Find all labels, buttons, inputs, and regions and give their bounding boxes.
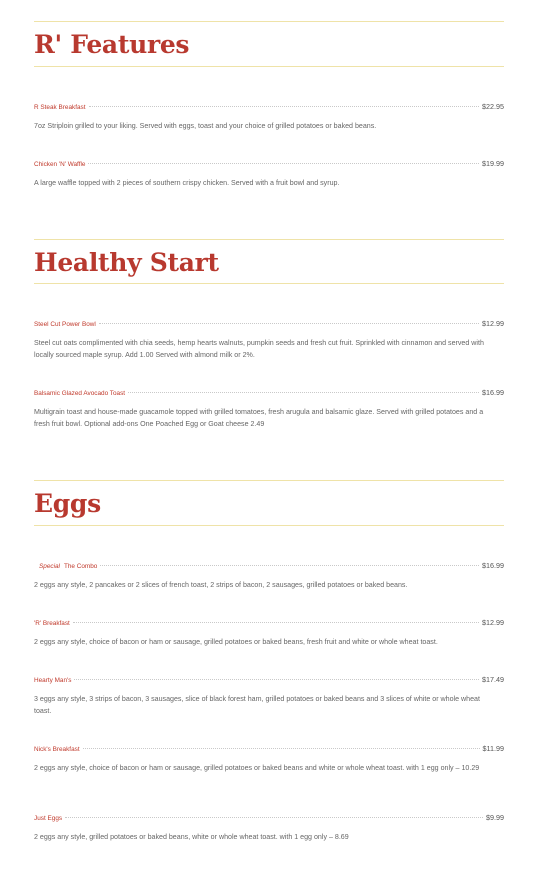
section-top-rule [34,21,504,22]
menu-item-price: $12.99 [482,319,504,328]
special-label: Special [39,563,60,570]
menu-item-price: $9.99 [486,813,504,822]
menu-item-description: 3 eggs any style, 3 strips of bacon, 3 sausages, slice of black forest ham, grilled potatoes or baked beans and 3 slices of white or whole wheat toast. [34,695,480,715]
menu-item-description: 7oz Striploin grilled to your liking. Served with eggs, toast and your choice of grilled potatoes or baked beans. [34,122,377,130]
dot-leader [74,678,479,680]
menu-item-price: $22.95 [482,102,504,111]
menu-item-price: $16.99 [482,388,504,397]
menu-item-header [34,388,504,398]
menu-item [34,813,504,844]
menu-item-name: Balsamic Glazed Avocado Toast [34,390,126,397]
menu-item [34,561,504,592]
menu-item-header [34,675,504,685]
menu-item-description: 2 eggs any style, choice of bacon or ham or sausage, grilled potatoes or baked beans, fresh fruit and white or whole wheat toast. [34,638,438,646]
dot-leader [83,747,480,749]
menu-item-name: Just Eggs [34,815,63,822]
dot-leader [100,564,479,566]
menu-item-description: 2 eggs any style, grilled potatoes or baked beans, white or whole wheat toast. with 1 egg only – 8.69 [34,833,349,841]
menu-item [34,618,504,649]
section-bottom-rule [34,525,504,526]
section-bottom-rule [34,66,504,67]
menu-item-header [34,159,504,169]
dot-leader [89,105,480,107]
menu-item-description: 2 eggs any style, choice of bacon or ham or sausage, grilled potatoes or baked beans and white or whole wheat toast. with 1 egg only – 10.29 [34,764,480,772]
menu-item-name: R Steak Breakfast [34,104,86,111]
menu-item-header [34,618,504,628]
menu-item-name: 'R' Breakfast [34,620,70,627]
dot-leader [88,162,479,164]
menu-item [34,102,504,133]
menu-item [34,319,504,361]
menu-item-price: $12.99 [482,618,504,627]
dot-leader [65,816,483,818]
menu-item [34,744,504,775]
menu-item [34,388,504,430]
menu-item-description: Steel cut oats complimented with chia seeds, hemp hearts walnuts, pumpkin seeds and fresh cut fruit. Sprinkled with cinnamon and served with locally sourced maple syrup. Add 1.00 Served with almond milk or 2%. [34,339,484,359]
dot-leader [99,322,479,324]
menu-item-header [34,813,504,823]
menu-item-name: Steel Cut Power Bowl [34,321,96,328]
section-bottom-rule [34,283,504,284]
menu-item-description: A large waffle topped with 2 pieces of southern crispy chicken. Served with a fruit bowl and syrup. [34,179,340,187]
section-title: R' Features [34,30,190,59]
section-title: Eggs [34,489,101,518]
menu-item-name [34,563,97,570]
menu-item-price: $16.99 [482,561,504,570]
menu-item-price: $11.99 [482,744,504,753]
menu-item-description: Multigrain toast and house-made guacamole topped with grilled tomatoes, fresh arugula and balsamic glaze. Served with grilled potatoes and a fresh fruit bowl. Optional add-ons One Poached Egg or Goat cheese 2.49 [34,408,484,428]
section-title: Healthy Start [34,248,219,277]
menu-item-header [34,319,504,329]
menu-item-name: Chicken 'N' Waffle [34,161,86,168]
menu-item-header [34,102,504,112]
section-top-rule [34,480,504,481]
dot-leader [128,391,479,393]
section-top-rule [34,239,504,240]
menu-item-price: $19.99 [482,159,504,168]
menu-item-description: 2 eggs any style, 2 pancakes or 2 slices of french toast, 2 strips of bacon, 2 sausages, grilled potatoes or baked beans. [34,581,408,589]
dot-leader [73,621,479,623]
menu-item-name-text: The Combo [63,563,98,570]
menu-item [34,159,504,190]
menu-item-header [34,744,504,754]
menu-item-name: Hearty Man's [34,677,72,684]
menu-item-header [34,561,504,571]
menu-item [34,675,504,717]
menu-item-price: $17.49 [482,675,504,684]
menu-item-name: Nick's Breakfast [34,746,80,753]
